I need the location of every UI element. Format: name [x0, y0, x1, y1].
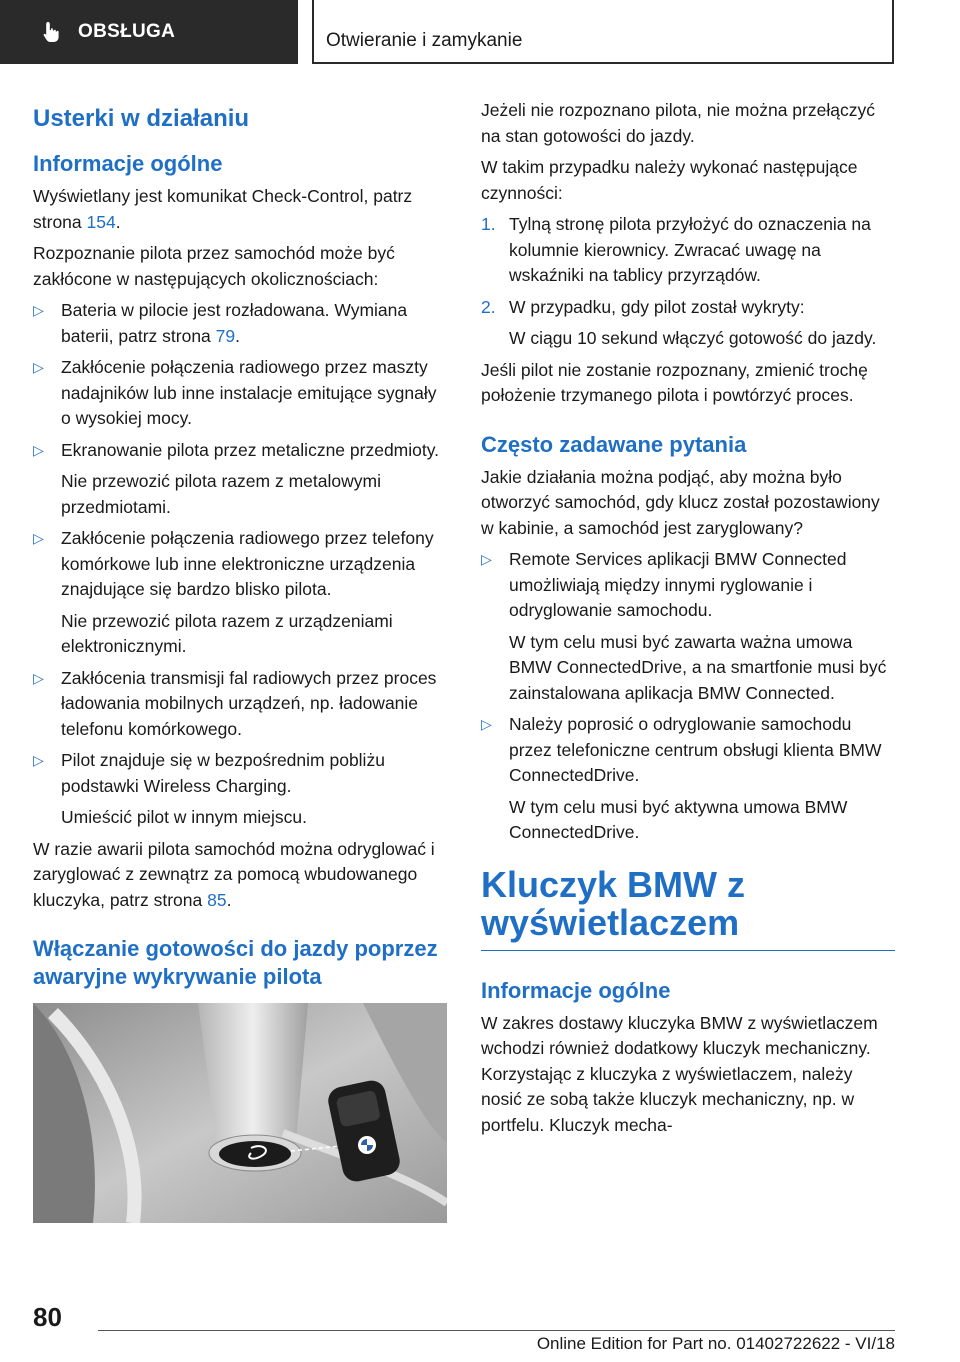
page-link-154[interactable]: 154 — [86, 211, 116, 232]
step-number: 2. — [481, 296, 496, 317]
steering-column-key-illustration — [33, 1003, 447, 1223]
list-item: ▷ Zakłócenia transmisji fal radiowych przez proces ładowania mobilnych urządzeń, np. ładowanie telefonu komórkowego. — [33, 667, 437, 739]
step-note: W ciągu 10 sekund włączyć gotowość do jazdy. — [509, 328, 877, 348]
list-item: ▷ Pilot znajduje się w bezpośrednim pobliżu podstawki Wireless Charging. — [33, 750, 385, 796]
heading-faq: Często zadawane pytania — [481, 431, 747, 457]
faq-question: Jakie działania można podjąć, aby można było otworzyć samochód, gdy klucz został pozostawiony w kabinie, a samochód jest zaryglowany? — [481, 466, 880, 538]
list-item: ▷ Zakłócenie połączenia radiowego przez maszty nadajników lub inne instalacje emitujące sygnały o wysokiej mocy. — [33, 357, 437, 428]
step-item: 2. W przypadku, gdy pilot został wykryty: — [481, 295, 895, 321]
footer-divider — [98, 1330, 895, 1331]
heading-divider — [481, 950, 895, 951]
left-column — [33, 98, 447, 1223]
list-item-note: Nie przewozić pilota razem z metalowymi przedmiotami. — [61, 471, 381, 517]
step-item: 1. Tylną stronę pilota przyłożyć do oznaczenia na kolumnie kierownicy. Zwracać uwagę na wskaźniki na tablicy przyrządów. — [481, 214, 871, 285]
list-item: ▷ Remote Services aplikacji BMW Connected umożliwiają między innymi ryglowanie i odryglowanie samochodu. — [481, 549, 847, 620]
triangle-bullet-icon: ▷ — [33, 669, 44, 686]
paragraph-check-control: Wyświetlany jest komunikat Check-Control, patrz strona 154. — [33, 186, 413, 232]
list-item-note: Nie przewozić pilota razem z urządzeniami elektronicznymi. — [61, 610, 393, 656]
page-number: 80 — [33, 1302, 62, 1332]
paragraph-mechanical-key: W zakres dostawy kluczyka BMW z wyświetlaczem wchodzi również dodatkowy kluczyk mechaniczny. Korzystając z kluczyka z wyświetlaczem, należy nosić ze sobą także kluczyk mechaniczny, np. w portfelu. Kluczyk mecha- — [481, 1012, 878, 1135]
footer-edition: Online Edition for Part no. 01402722622 - VI/18 — [536, 1334, 895, 1353]
pointing-hand-icon — [40, 20, 64, 44]
right-column — [481, 98, 895, 1144]
triangle-bullet-icon: ▷ — [33, 302, 44, 318]
triangle-bullet-icon: ▷ — [33, 530, 44, 546]
section-tab — [0, 0, 298, 64]
chapter-title: Otwieranie i zamykanie — [326, 30, 523, 51]
list-item: ▷ Zakłócenie połączenia radiowego przez telefony komórkowe lub inne elektroniczne urządzenia znajdujące się bardzo blisko pilota. — [33, 528, 434, 599]
list-item-note: W tym celu musi być zawarta ważna umowa BMW ConnectedDrive, a na smartfonie musi być zainstalowana aplikacja BMW Connected. — [509, 631, 887, 703]
heading-display-key: Kluczyk BMW z wyświetlaczem — [481, 863, 746, 943]
heading-general-info: Informacje ogólne — [33, 151, 223, 176]
list-item: ▷ Bateria w pilocie jest rozładowana. Wymiana baterii, patrz strona 79. — [33, 300, 408, 346]
list-item: ▷ Należy poprosić o odryglowanie samochodu przez telefoniczne centrum obsługi klienta BMW ConnectedDrive. — [481, 714, 882, 785]
triangle-bullet-icon: ▷ — [481, 551, 492, 567]
paragraph-steps-intro: W takim przypadku należy wykonać następujące czynności: — [481, 157, 858, 203]
heading-general-info-2: Informacje ogólne — [481, 977, 671, 1003]
chapter-header — [312, 0, 894, 64]
page-link-85[interactable]: 85 — [207, 889, 227, 910]
list-item-note: W tym celu musi być aktywna umowa BMW ConnectedDrive. — [509, 796, 848, 842]
paragraph-not-recognized: Jeżeli nie rozpoznano pilota, nie można przełączyć na stan gotowości do jazdy. — [481, 100, 875, 146]
step-number: 1. — [481, 214, 496, 234]
list-item: ▷ Ekranowanie pilota przez metaliczne przedmioty. — [33, 438, 447, 464]
paragraph-emergency-key: W razie awarii pilota samochód można odryglować i zaryglować z zewnątrz za pomocą wbudowanego kluczyka, patrz strona 85. — [33, 838, 435, 910]
triangle-bullet-icon: ▷ — [481, 716, 492, 732]
page-link-79[interactable]: 79 — [215, 325, 236, 346]
heading-emergency-detection: Włączanie gotowości do jazdy poprzez awaryjne wykrywanie pilota — [33, 936, 438, 989]
section-label: OBSŁUGA — [78, 21, 176, 42]
paragraph-recognition: Rozpoznanie pilota przez samochód może być zakłócone w następujących okolicznościach: — [33, 243, 395, 289]
paragraph-retry: Jeśli pilot nie zostanie rozpoznany, zmienić trochę położenie trzymanego pilota i powtórzyć proces. — [481, 359, 868, 405]
list-item-note: Umieścić pilot w innym miejscu. — [61, 807, 308, 827]
heading-malfunctions: Usterki w działaniu — [33, 105, 250, 132]
triangle-bullet-icon: ▷ — [33, 752, 44, 768]
triangle-bullet-icon: ▷ — [33, 441, 44, 458]
triangle-bullet-icon: ▷ — [33, 359, 44, 375]
